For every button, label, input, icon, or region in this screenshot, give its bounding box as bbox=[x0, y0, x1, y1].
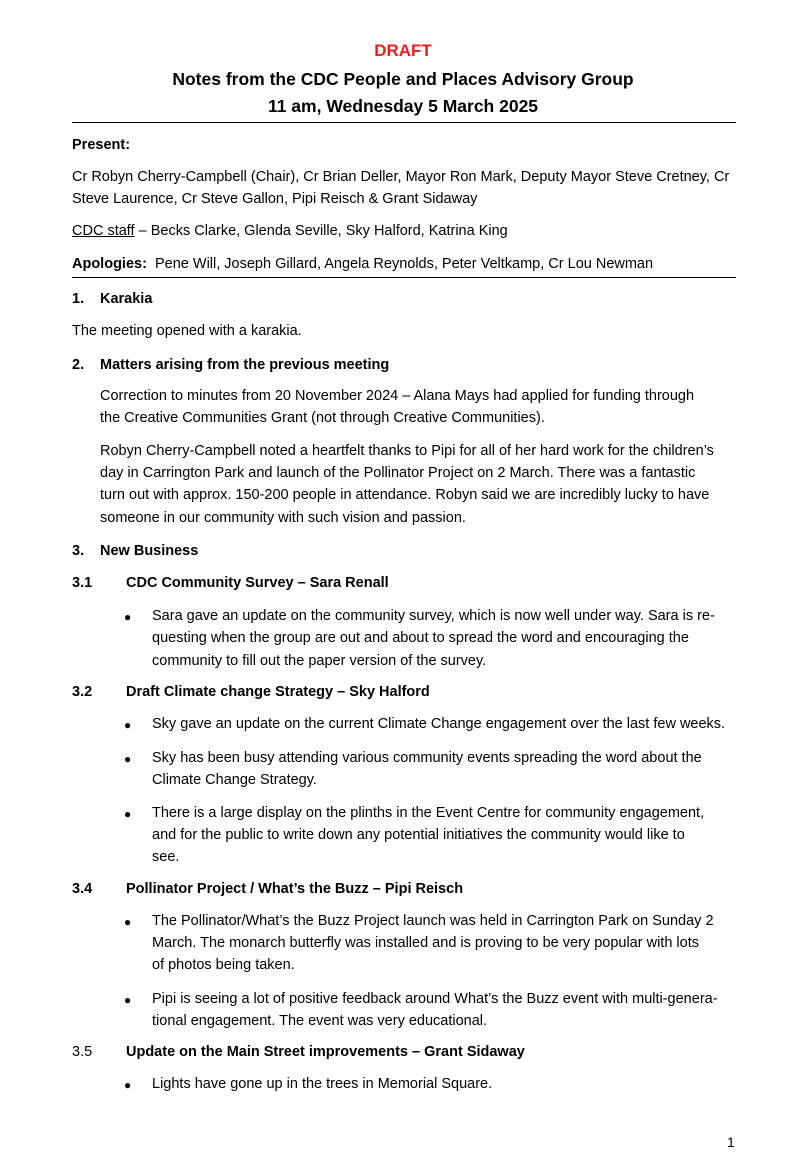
section-3-4-b2-line-1: Pipi is seeing a lot of positive feedback around What’s the Buzz event with multi-genera- bbox=[152, 991, 718, 1007]
apologies-names: Pene Will, Joseph Gillard, Angela Reynolds, Peter Veltkamp, Cr Lou Newman bbox=[154, 256, 654, 272]
section-3-2-number: 3.2 bbox=[72, 684, 93, 700]
apologies-line bbox=[72, 253, 653, 275]
present-line-2: Steve Laurence, Cr Steve Gallon, Pipi Reisch & Grant Sidaway bbox=[72, 191, 478, 207]
bullet-icon: ● bbox=[124, 1078, 132, 1092]
meeting-datetime: 11 am, Wednesday 5 March 2025 bbox=[267, 96, 539, 116]
draft-label: DRAFT bbox=[374, 41, 432, 60]
apologies-label: Apologies: bbox=[72, 256, 147, 272]
section-3-5-b1-line-1: Lights have gone up in the trees in Memorial Square. bbox=[152, 1076, 493, 1092]
section-2-p2-line-3: turn out with approx. 150-200 people in attendance. Robyn said we are incredibly lucky to have bbox=[100, 487, 710, 503]
bullet-icon: ● bbox=[124, 752, 132, 766]
section-3-4-title: Pollinator Project / What’s the Buzz – Pipi Reisch bbox=[126, 881, 464, 897]
section-3-2-b3-line-3: see. bbox=[152, 849, 180, 865]
section-3-1-b1-line-3: community to fill out the paper version of the survey. bbox=[152, 653, 487, 669]
document-title: Notes from the CDC People and Places Advisory Group bbox=[172, 69, 634, 89]
section-3-5-title: Update on the Main Street improvements – Grant Sidaway bbox=[126, 1044, 525, 1060]
section-2-title: Matters arising from the previous meeting bbox=[100, 357, 390, 373]
section-3-title: New Business bbox=[100, 543, 199, 559]
section-3-4-b1-line-3: of photos being taken. bbox=[152, 957, 295, 973]
section-2-p2-line-2: day in Carrington Park and launch of the Pollinator Project on 2 March. There was a fantastic bbox=[100, 465, 696, 481]
section-3-number: 3. bbox=[72, 543, 85, 559]
section-3-1-b1-line-1: Sara gave an update on the community survey, which is now well under way. Sara is re- bbox=[152, 608, 715, 624]
section-3-1-number: 3.1 bbox=[72, 575, 93, 591]
header-divider bbox=[72, 122, 736, 123]
section-3-4-number: 3.4 bbox=[72, 881, 93, 897]
bullet-icon: ● bbox=[124, 915, 132, 929]
section-3-1-b1-line-2: questing when the group are out and about to spread the word and encouraging the bbox=[152, 630, 689, 646]
section-2-number: 2. bbox=[72, 357, 85, 373]
staff-line bbox=[72, 220, 508, 242]
section-3-4-b1-line-2: March. The monarch butterfly was installed and is proving to be very popular with lots bbox=[152, 935, 699, 951]
present-label: Present: bbox=[72, 137, 131, 153]
section-1-number: 1. bbox=[72, 291, 85, 307]
section-3-2-b3-line-1: There is a large display on the plinths in the Event Centre for community engagement, bbox=[152, 805, 705, 821]
section-1-title: Karakia bbox=[100, 291, 153, 307]
section-2-p1-line-1: Correction to minutes from 20 November 2024 – Alana Mays had applied for funding through bbox=[100, 388, 695, 404]
section-3-4-b1-line-1: The Pollinator/What’s the Buzz Project launch was held in Carrington Park on Sunday 2 bbox=[152, 913, 714, 929]
section-3-2-b1-line-1: Sky gave an update on the current Climate Change engagement over the last few weeks. bbox=[152, 716, 726, 732]
staff-names: – Becks Clarke, Glenda Seville, Sky Halford, Katrina King bbox=[134, 223, 508, 239]
present-divider bbox=[72, 277, 736, 278]
section-3-5-number: 3.5 bbox=[72, 1044, 93, 1060]
section-3-1-title: CDC Community Survey – Sara Renall bbox=[126, 575, 389, 591]
bullet-icon: ● bbox=[124, 807, 132, 821]
section-2-p1-line-2: the Creative Communities Grant (not through Creative Communities). bbox=[100, 410, 545, 426]
section-3-2-b3-line-2: and for the public to write down any potential initiatives the community would like to bbox=[152, 827, 685, 843]
staff-label: CDC staff bbox=[72, 223, 135, 239]
section-1-body: The meeting opened with a karakia. bbox=[72, 323, 302, 339]
bullet-icon: ● bbox=[124, 718, 132, 732]
bullet-icon: ● bbox=[124, 993, 132, 1007]
present-line-1: Cr Robyn Cherry-Campbell (Chair), Cr Brian Deller, Mayor Ron Mark, Deputy Mayor Steve Cretney, Cr bbox=[72, 169, 730, 185]
page-number: 1 bbox=[727, 1134, 735, 1150]
section-2-p2-line-4: someone in our community with such vision and passion. bbox=[100, 510, 466, 526]
section-2-p2-line-1: Robyn Cherry-Campbell noted a heartfelt thanks to Pipi for all of her hard work for the children’s bbox=[100, 443, 714, 459]
section-3-4-b2-line-2: tional engagement. The event was very educational. bbox=[152, 1013, 488, 1029]
bullet-icon: ● bbox=[124, 610, 132, 624]
section-3-2-b2-line-1: Sky has been busy attending various community events spreading the word about the bbox=[152, 750, 702, 766]
section-3-2-b2-line-2: Climate Change Strategy. bbox=[152, 772, 317, 788]
section-3-2-title: Draft Climate change Strategy – Sky Halford bbox=[126, 684, 430, 700]
